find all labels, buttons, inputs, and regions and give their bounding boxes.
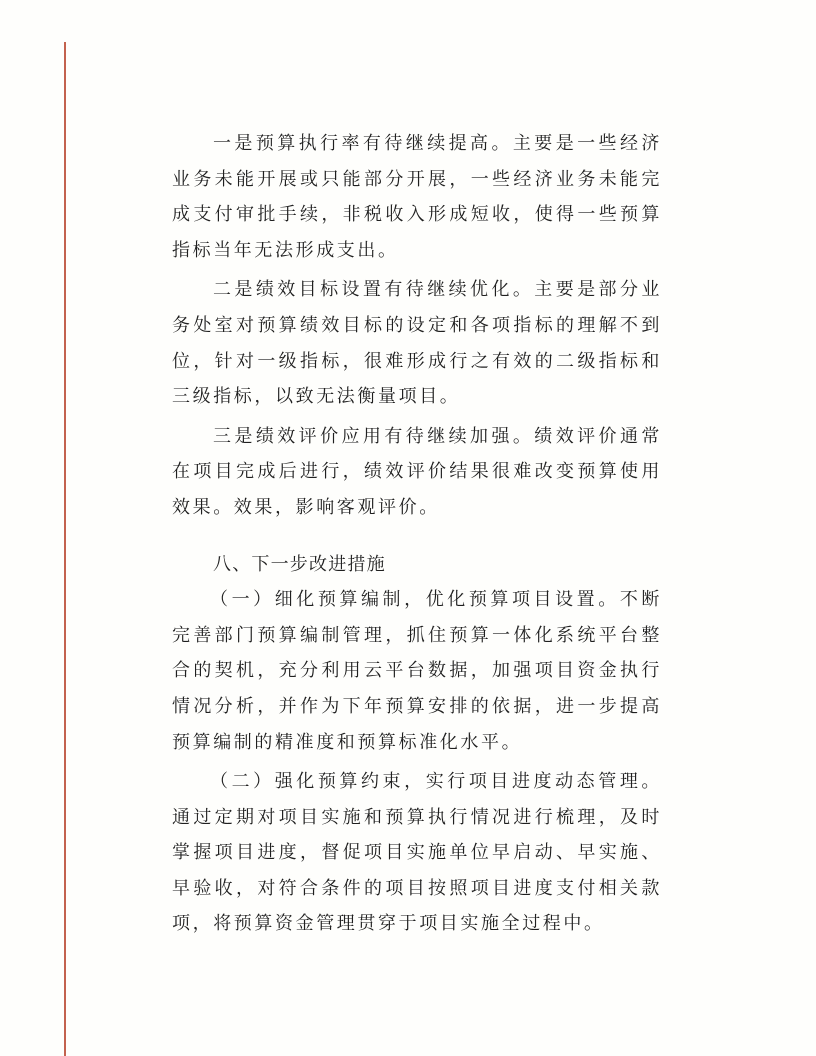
paragraph-measure-2: （二）强化预算约束，实行项目进度动态管理。通过定期对项目实施和预算执行情况进行梳理，及时掌握项目进度，督促项目实施单位早启动、早实施、早验收，对符合条件的项目按照项目进度支付相关款项，将预算资金管理贯穿于项目实施全过程中。	[172, 771, 662, 935]
binding-margin-line	[64, 42, 66, 1056]
paragraph-issue-1: 一是预算执行率有待继续提高。主要是一些经济业务未能开展或只能部分开展，一些经济业务未能完成支付审批手续，非税收入形成短收，使得一些预算指标当年无法形成支出。	[172, 133, 662, 261]
paragraph-issue-3: 三是绩效评价应用有待继续加强。绩效评价通常在项目完成后进行，绩效评价结果很难改变预算使用效果。效果，影响客观评价。	[172, 425, 662, 518]
section-heading-next-steps: 八、下一步改进措施	[213, 553, 386, 575]
document-body	[172, 126, 662, 942]
paragraph-measure-1: （一）细化预算编制，优化预算项目设置。不断完善部门预算编制管理，抓住预算一体化系统平台整合的契机，充分利用云平台数据，加强项目资金执行情况分析，并作为下年预算安排的依据，进一步提高预算编制的精准度和预算标准化水平。	[172, 589, 662, 753]
paragraph-issue-2: 二是绩效目标设置有待继续优化。主要是部分业务处室对预算绩效目标的设定和各项指标的理解不到位，针对一级指标，很难形成行之有效的二级指标和三级指标，以致无法衡量项目。	[172, 279, 662, 408]
